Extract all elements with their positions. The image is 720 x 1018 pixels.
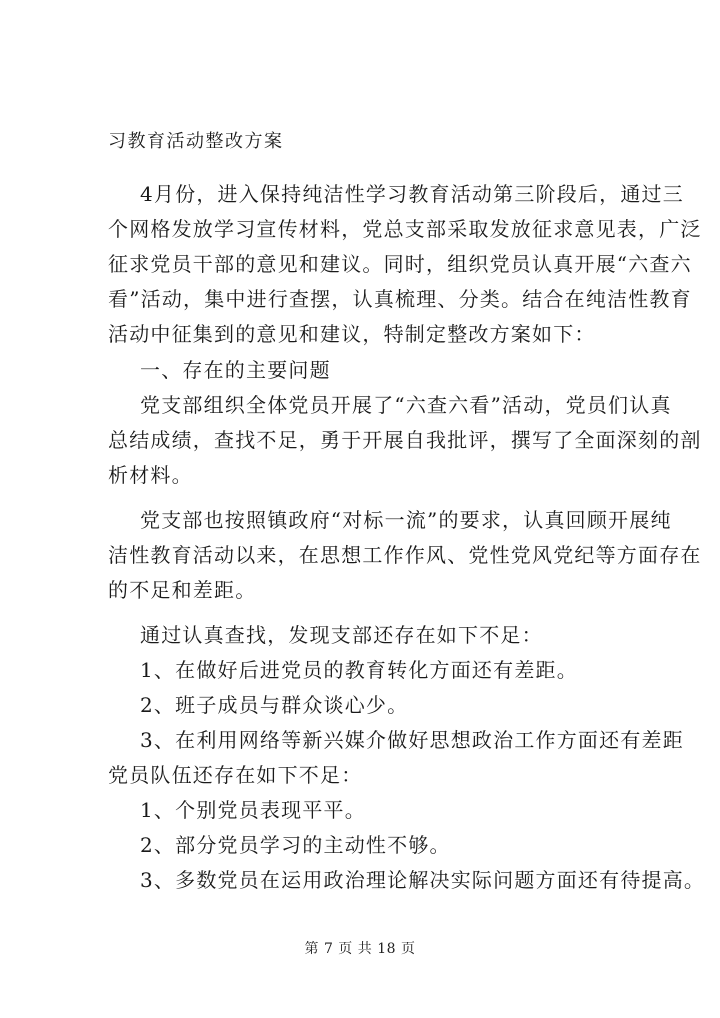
list-item: 2、部分党员学习的主动性不够。	[140, 833, 451, 857]
paragraph-line: 4月份，进入保持纯洁性学习教育活动第三阶段后，通过三	[140, 182, 684, 206]
paragraph-line: 党员队伍还存在如下不足：	[108, 763, 363, 787]
list-item: 2、班子成员与群众谈心少。	[140, 693, 409, 717]
paragraph-line: 个网格发放学习宣传材料，党总支部采取发放征求意见表，广泛	[108, 217, 702, 241]
paragraph-line: 征求党员干部的意见和建议。同时，组织党员认真开展“六查六	[108, 252, 692, 276]
paragraph-line: 党支部也按照镇政府“对标一流”的要求，认真回顾开展纯	[140, 508, 672, 532]
list-item: 3、多数党员在运用政治理论解决实际问题方面还有待提高。	[140, 868, 706, 892]
list-item: 3、在利用网络等新兴媒介做好思想政治工作方面还有差距	[140, 728, 684, 752]
paragraph-line: 总结成绩，查找不足，勇于开展自我批评，撰写了全面深刻的剖	[108, 428, 702, 452]
paragraph-line: 通过认真查找，发现支部还存在如下不足：	[140, 623, 543, 647]
document-title: 习教育活动整改方案	[108, 131, 284, 152]
page-number: 第 7 页 共 18 页	[304, 941, 416, 957]
paragraph-line: 的不足和差距。	[108, 578, 257, 602]
section-heading: 一、存在的主要问题	[140, 358, 331, 382]
list-item: 1、在做好后进党员的教育转化方面还有差距。	[140, 658, 578, 682]
list-item: 1、个别党员表现平平。	[140, 798, 366, 822]
paragraph-line: 看”活动，集中进行查摆，认真梳理、分类。结合在纯洁性教育	[108, 287, 692, 311]
paragraph-line: 党支部组织全体党员开展了“六查六看”活动，党员们认真	[140, 393, 672, 417]
paragraph-line: 洁性教育活动以来，在思想工作作风、党性党风党纪等方面存在	[108, 543, 702, 567]
paragraph-line: 活动中征集到的意见和建议，特制定整改方案如下：	[108, 322, 596, 346]
paragraph-line: 析材料。	[108, 463, 193, 487]
